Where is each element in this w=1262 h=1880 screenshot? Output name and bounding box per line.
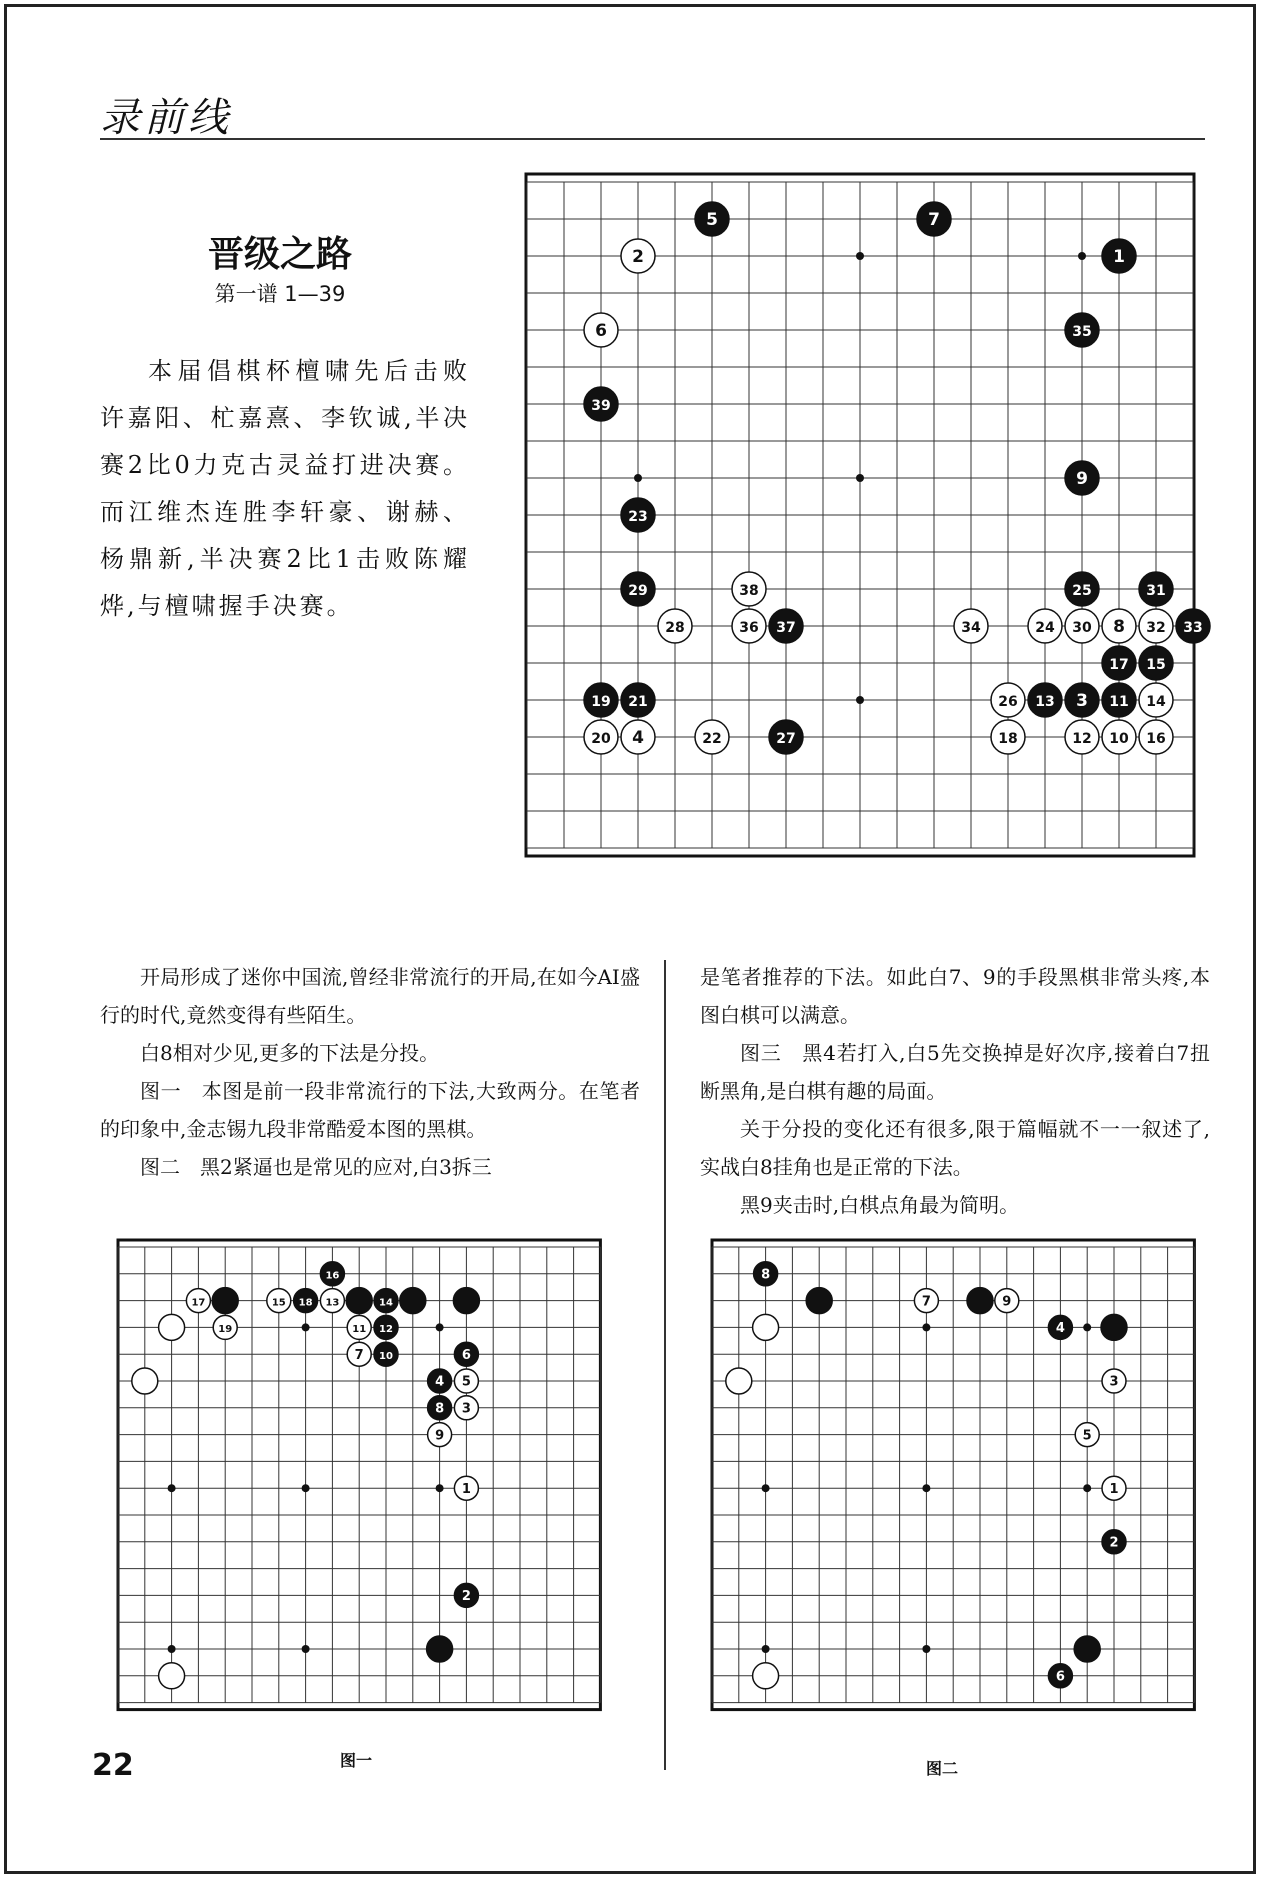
move-number: 35 (1072, 324, 1092, 341)
move-number: 14 (379, 1297, 393, 1309)
white-stone (454, 1369, 478, 1393)
move-number: 28 (665, 620, 685, 637)
white-stone (621, 720, 655, 754)
intro-paragraph: 本届倡棋杯檀啸先后击败许嘉阳、杧嘉熹、李钦诚,半决赛2比0力克古灵益打进决赛。而江维杰连胜李轩豪、谢赫、杨鼎新,半决赛2比1击败陈耀烨,与檀啸握手决赛。 (100, 357, 470, 620)
black-stone (212, 1288, 238, 1314)
black-stone (453, 1288, 479, 1314)
black-stone (1102, 683, 1136, 717)
move-number: 6 (595, 321, 607, 342)
move-number: 19 (218, 1324, 233, 1336)
black-stone (621, 498, 655, 532)
move-number: 25 (1072, 583, 1092, 600)
move-number: 2 (461, 1589, 471, 1605)
white-stone (1102, 609, 1136, 643)
white-stone (732, 572, 766, 606)
move-number: 1 (461, 1481, 471, 1497)
move-number: 1 (1113, 247, 1125, 268)
move-number: 39 (591, 398, 611, 415)
black-stone (428, 1396, 452, 1420)
white-stone (1102, 1476, 1126, 1500)
move-number: 17 (1109, 657, 1129, 674)
move-number: 7 (928, 210, 940, 231)
white-stone (1139, 609, 1173, 643)
move-number: 15 (271, 1297, 286, 1309)
move-number: 20 (591, 731, 611, 748)
figure-2-caption: 图二 (926, 1759, 959, 1778)
black-stone (294, 1289, 318, 1313)
move-number: 4 (435, 1374, 445, 1390)
figure-1-go-diagram (116, 1238, 600, 1722)
star-point (302, 1323, 310, 1331)
white-stone (267, 1289, 291, 1313)
black-stone (374, 1342, 398, 1366)
white-stone (159, 1314, 185, 1340)
move-number: 8 (1113, 617, 1125, 638)
move-number: 15 (1146, 657, 1166, 674)
article-title: 晋级之路 (207, 234, 352, 275)
move-number: 5 (1082, 1428, 1092, 1444)
star-point (302, 1645, 310, 1653)
white-stone (213, 1315, 237, 1339)
white-stone (658, 609, 692, 643)
star-point (856, 252, 864, 260)
white-stone (954, 609, 988, 643)
move-number: 11 (352, 1324, 367, 1336)
move-number: 1 (1109, 1481, 1119, 1497)
main-go-diagram (524, 172, 1203, 858)
white-stone (1102, 720, 1136, 754)
move-number: 9 (435, 1428, 445, 1444)
white-stone (584, 720, 618, 754)
move-number: 24 (1035, 620, 1055, 637)
white-stone (753, 1663, 779, 1689)
move-number: 18 (998, 731, 1018, 748)
article-subtitle: 第一谱 1—39 (214, 282, 346, 306)
move-number: 11 (1109, 694, 1129, 711)
move-number: 5 (706, 210, 718, 231)
move-number: 4 (632, 728, 644, 749)
star-point (302, 1484, 310, 1492)
black-stone (967, 1288, 993, 1314)
star-point (168, 1645, 176, 1653)
move-number: 19 (591, 694, 611, 711)
white-stone (132, 1368, 158, 1394)
black-stone (1048, 1664, 1072, 1688)
white-stone (1139, 683, 1173, 717)
move-number: 13 (325, 1297, 340, 1309)
black-stone (584, 683, 618, 717)
white-stone (320, 1289, 344, 1313)
black-stone (428, 1369, 452, 1393)
move-number: 10 (379, 1350, 393, 1362)
black-stone (1101, 1314, 1127, 1340)
move-number: 18 (298, 1297, 313, 1309)
white-stone (621, 239, 655, 273)
move-number: 33 (1183, 620, 1203, 637)
black-stone (1176, 609, 1210, 643)
move-number: 8 (435, 1401, 445, 1417)
move-number: 8 (761, 1267, 771, 1283)
paragraph: 图一 本图是前一段非常流行的下法,大致两分。在笔者的印象中,金志锡九段非常酷爱本图的黑棋。 (100, 1079, 640, 1141)
page-number: 22 (92, 1748, 134, 1783)
star-point (922, 1645, 930, 1653)
star-point (762, 1484, 770, 1492)
black-stone (769, 720, 803, 754)
black-stone (917, 202, 951, 236)
move-number: 5 (461, 1374, 471, 1390)
white-stone (186, 1289, 210, 1313)
black-stone (1102, 646, 1136, 680)
paragraph: 是笔者推荐的下法。如此白7、9的手段黑棋非常头疼,本图白棋可以满意。 (700, 965, 1210, 1027)
black-stone (374, 1315, 398, 1339)
black-stone (806, 1288, 832, 1314)
black-stone (769, 609, 803, 643)
white-stone (347, 1315, 371, 1339)
white-stone (347, 1342, 371, 1366)
move-number: 38 (739, 583, 759, 600)
move-number: 16 (1146, 731, 1166, 748)
star-point (1083, 1323, 1091, 1331)
black-stone (400, 1288, 426, 1314)
white-stone (1102, 1369, 1126, 1393)
move-number: 23 (628, 509, 648, 526)
star-point (1078, 252, 1086, 260)
star-point (856, 696, 864, 704)
column-divider (664, 960, 666, 1770)
white-stone (995, 1289, 1019, 1313)
move-number: 4 (1055, 1321, 1065, 1337)
move-number: 3 (461, 1401, 471, 1417)
move-number: 37 (776, 620, 796, 637)
black-stone (1102, 1530, 1126, 1554)
black-stone (1065, 313, 1099, 347)
star-point (1083, 1484, 1091, 1492)
paragraph: 白8相对少见,更多的下法是分投。 (140, 1041, 440, 1065)
black-stone (1065, 572, 1099, 606)
paragraph: 图二 黑2紧逼也是常见的应对,白3拆三 (140, 1155, 492, 1179)
move-number: 3 (1076, 691, 1088, 712)
move-number: 13 (1035, 694, 1055, 711)
move-number: 31 (1146, 583, 1166, 600)
star-point (762, 1645, 770, 1653)
move-number: 10 (1109, 731, 1129, 748)
black-stone (346, 1288, 372, 1314)
white-stone (1139, 720, 1173, 754)
star-point (436, 1323, 444, 1331)
move-number: 2 (1109, 1535, 1119, 1551)
move-number: 21 (628, 694, 648, 711)
right-column-text (700, 958, 1210, 1224)
white-stone (991, 720, 1025, 754)
star-point (168, 1484, 176, 1492)
black-stone (695, 202, 729, 236)
move-number: 6 (1055, 1669, 1065, 1685)
black-stone (1048, 1315, 1072, 1339)
move-number: 34 (961, 620, 981, 637)
move-number: 17 (191, 1297, 206, 1309)
white-stone (454, 1396, 478, 1420)
move-number: 30 (1072, 620, 1092, 637)
white-stone (991, 683, 1025, 717)
move-number: 32 (1146, 620, 1166, 637)
move-number: 29 (628, 583, 648, 600)
black-stone (454, 1342, 478, 1366)
black-stone (1065, 461, 1099, 495)
white-stone (732, 609, 766, 643)
move-number: 27 (776, 731, 796, 748)
white-stone (753, 1314, 779, 1340)
black-stone (621, 572, 655, 606)
paragraph: 开局形成了迷你中国流,曾经非常流行的开局,在如今AI盛行的时代,竟然变得有些陌生。 (100, 965, 640, 1027)
star-point (436, 1484, 444, 1492)
figure-1-caption: 图一 (340, 1751, 373, 1770)
move-number: 7 (921, 1294, 931, 1310)
white-stone (159, 1663, 185, 1689)
section-header: 录前线 (100, 95, 232, 141)
black-stone (1065, 683, 1099, 717)
white-stone (1065, 609, 1099, 643)
white-stone (1028, 609, 1062, 643)
move-number: 26 (998, 694, 1018, 711)
move-number: 22 (702, 731, 722, 748)
star-point (856, 474, 864, 482)
white-stone (454, 1476, 478, 1500)
move-number: 2 (632, 247, 644, 268)
black-stone (621, 683, 655, 717)
move-number: 14 (1146, 694, 1166, 711)
black-stone (1102, 239, 1136, 273)
left-column-text (100, 958, 640, 1186)
move-number: 6 (461, 1347, 471, 1363)
white-stone (584, 313, 618, 347)
paragraph: 图三 黑4若打入,白5先交换掉是好次序,接着白7扭断黑角,是白棋有趣的局面。 (700, 1041, 1210, 1103)
figure-2-go-diagram (710, 1238, 1194, 1722)
white-stone (1065, 720, 1099, 754)
black-stone (454, 1583, 478, 1607)
white-stone (726, 1368, 752, 1394)
white-stone (695, 720, 729, 754)
move-number: 7 (354, 1347, 364, 1363)
move-number: 12 (1072, 731, 1092, 748)
black-stone (1139, 646, 1173, 680)
move-number: 9 (1076, 469, 1088, 490)
star-point (922, 1484, 930, 1492)
paragraph: 黑9夹击时,白棋点角最为简明。 (740, 1193, 1020, 1217)
star-point (922, 1323, 930, 1331)
white-stone (1075, 1423, 1099, 1447)
black-stone (584, 387, 618, 421)
move-number: 16 (325, 1270, 340, 1282)
black-stone (1028, 683, 1062, 717)
move-number: 36 (739, 620, 759, 637)
black-stone (427, 1636, 453, 1662)
header-rule (100, 138, 1205, 140)
move-number: 12 (379, 1324, 393, 1336)
star-point (634, 474, 642, 482)
black-stone (320, 1262, 344, 1286)
white-stone (914, 1289, 938, 1313)
paragraph: 关于分投的变化还有很多,限于篇幅就不一一叙述了,实战白8挂角也是正常的下法。 (700, 1117, 1210, 1179)
black-stone (374, 1289, 398, 1313)
move-number: 3 (1109, 1374, 1119, 1390)
black-stone (754, 1262, 778, 1286)
black-stone (1139, 572, 1173, 606)
white-stone (428, 1423, 452, 1447)
black-stone (1074, 1636, 1100, 1662)
move-number: 9 (1002, 1294, 1012, 1310)
